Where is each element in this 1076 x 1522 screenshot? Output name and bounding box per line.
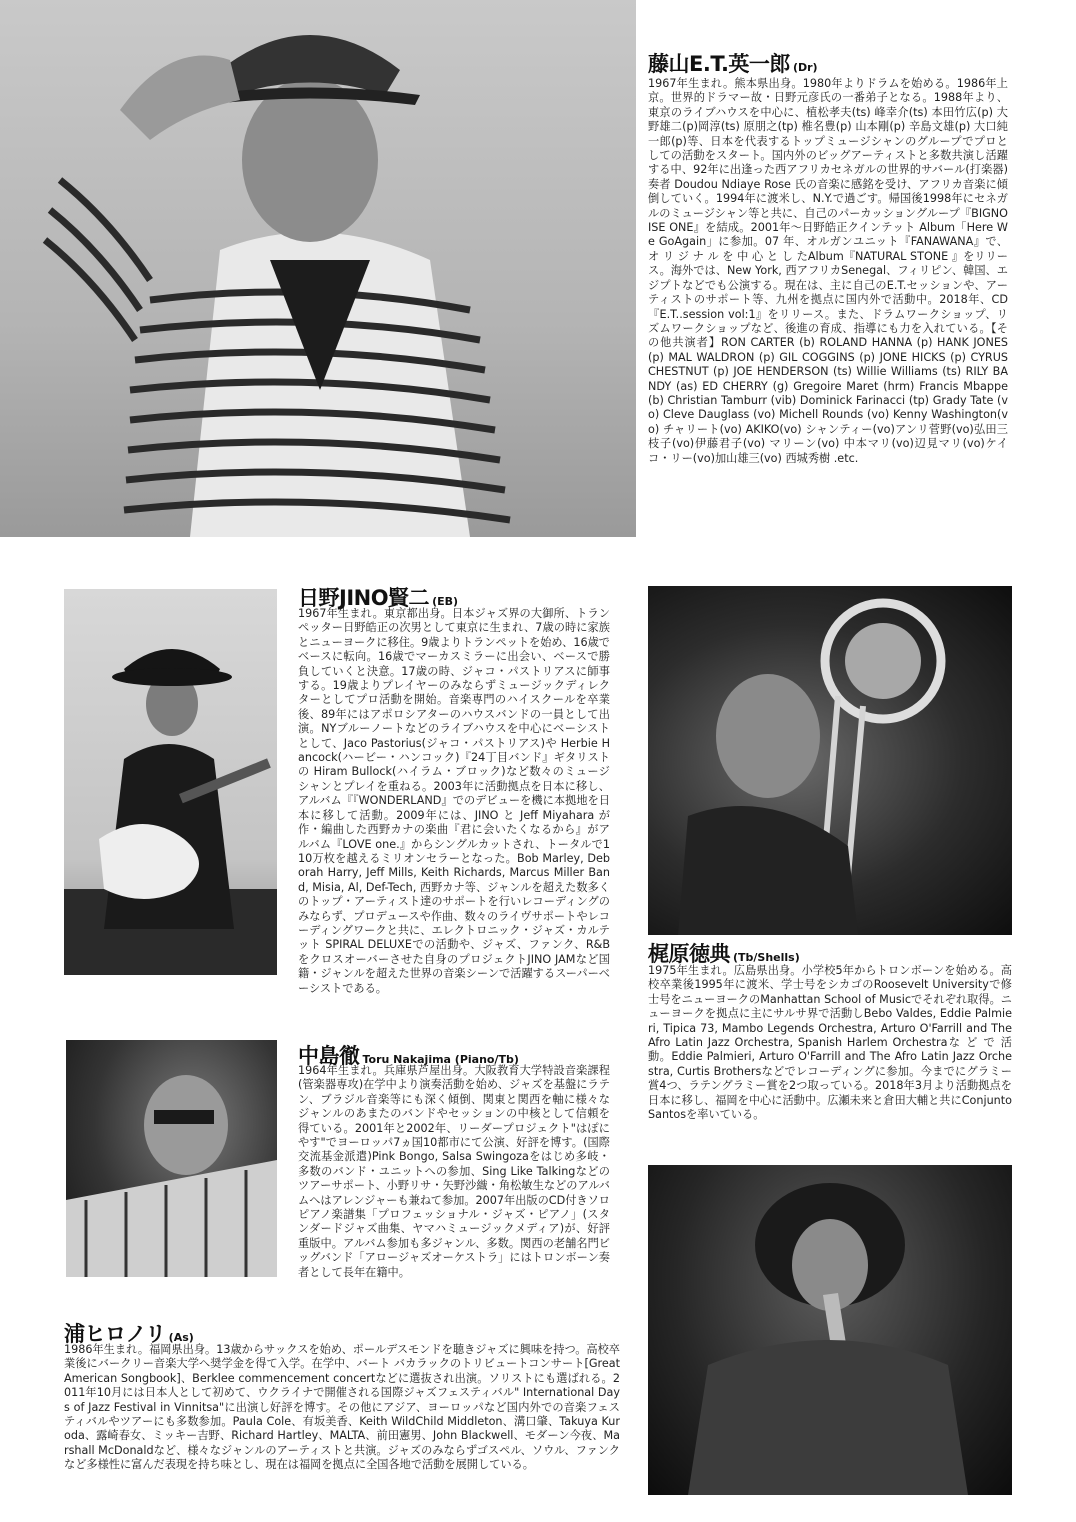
musician-name: 中島徹 <box>298 1044 360 1068</box>
pianist-photo <box>66 1040 277 1277</box>
fujiyama-name-row <box>648 48 818 78</box>
musician-bio: 1967年生まれ。熊本県出身。1980年よりドラムを始める。1986年上京。世界的ドラマー故・日野元彦氏の一番弟子となる。1988年より、東京のライブハウスを中心に、植松孝夫(ts) 峰幸介(ts) 本田竹広(p) 大野雄二(p)岡淳(ts) 原朋之(tp) 椎名豊(p) 山本剛(p) 辛島文雄(p) 大口純一郎(p)等、日本を代表するトップミュージシャンのグループでプロとしての活動をスタート。国内外のビッグアーティストと多数共演し活躍する中、92年に出逢った西アフリカセネガルの世界的サバール(打楽器)奏者 Doudou Ndiaye Rose 氏の音楽に感銘を受け、アフリカ音楽に傾倒していく。1994年に渡米し、N.Y.で過ごす。帰国後1998年にセネガルのミュージシャン等と共に、自己のパーカッショングループ『BIGNOISE ONE』を結成。2001年〜日野皓正クインテット Album「Here We GoAgain」に参加。07 年、オルガンユニット『FANAWANA』で、オ リ ジ ナ ル を 中 心 と し たAlbum『NATURAL STONE 』をリリース。海外では、New York, 西アフリカSenegal、フィリピン、韓国、エジプトなどでも公演する。現在は、主に自己のE.T.セッションや、アーティストのサポート等、九州を拠点に国内外で活動中。2018年、CD『E.T..session vol:1』をリリース。また、ドラムワークショップ、リズムワークショップなど、後進の育成、指導にも力を入れている。【その他共演者】RON CARTER (b) ROLAND HANNA (p) HANK JONES (p) MAL WALDRON (p) GIL COGGINS (p) JONE HICKS (p) CYRUS CHESTNUT (p) JOE HENDERSON (ts) Willie Williams (ts) RILY BANDY (as) ED CHERRY (g) Gregoire Maret (hrm) Francis Mbappe (b) Christian Tamburr (vib) Dominick Farinacci (tp) Grady Tate (vo) Cleve Dauglass (vo) Michell Rounds (vo) Kenny Washington(vo) チャリート(vo) AKIKO(vo) シャンティー(vo)アンリ菅野(vo)弘田三枝子(vo)伊藤君子(vo) マリーン(vo) 中本マリ(vo)辺見マリ(vo)ケイコ・リー(vo)加山雄三(vo) 西城秀樹 .etc. <box>648 77 1008 465</box>
musician-bio: 1967年生まれ。東京都出身。日本ジャズ界の大御所、トランペッター日野皓正の次男として東京に生まれ、7歳の時に家族とニューヨークに移住。9歳よりトランペットを始め、16歳でベースに転向。16歳でマーカスミラーに出会い、ベースで勝負していくと決意。17歳の時、ジャコ・パストリアスに師事する。19歳よりプレイヤーのみならずミュージックディレクターとしてプロ活動を開始。音楽専門のハイスクールを卒業後、89年にはアポロシアターのハウスバンドの一員として出演。NYブルーノートなどのライブハウスを中心にベーシストとして、Jaco Pastorius(ジャコ・パストリアス)や Herbie Hancock(ハービー・ハンコック)『24丁目バンド』ギタリストの Hiram Bullock(ハイラム・ブロック)など数々のミュージシャンとプレイを重ねる。2003年に活動拠点を日本に移し、アルバム『『WONDERLAND』でのデビューを機に本拠地を日本に移して活動。2009年には、JINO と Jeff Miyahara が作・編曲した西野カナの楽曲『君に会いたくなるから』がアルバム『LOVE one.』からシングルカットされ、トータルで110万枚を越えるミリオンセラーとなった。Bob Marley, Deborah Harry, Jeff Mills, Keith Richards, Marcus Miller Band, Misia, Al, Def-Tech, 西野カナ等、ジャンルを超えた数多くのトップ・アーティスト達のサポートを行いレコーディングのみならず、プロデュースや作曲、数々のライヴサポートやレコーディングワークと共に、エレクトロニック・ジャズ・カルテット SPIRAL DELUXEでの活動や、ジャズ、ファンク、R&Bをクロスオーバーさせた自身のプロジェクトJINO JAMなど国籍・ジャンルを超えた世界の音楽シーンで活躍するスーパーベーシストである。 <box>298 607 611 995</box>
saxophonist-photo <box>648 1165 1012 1495</box>
musician-name: 日野JINO賢二 <box>298 586 430 610</box>
musician-role: (As) <box>168 1331 194 1344</box>
bassist-portrait-photo <box>64 589 277 975</box>
musician-name: 藤山E.T.英一郎 <box>648 52 790 76</box>
musician-bio: 1986年生まれ。福岡県出身。13歳からサックスを始め、ポールデスモンドを聴きジャズに興味を持つ。高校卒業後にバークリー音楽大学へ奨学金を得て入学。在学中、バート バカラックのトリビュートコンサート[Great American Songbook]、Berklee commencement concertなどに選抜され出演。ソリストにも選ばれる。2011年10月には日本人として初めて、ウクライナで開催される国際ジャズフェスティバル" International Days of Jazz Festival in Vinnitsa"に出演し好評を博す。その他にアジア、ヨーロッパなど国内外での音楽フェスティバルやツアーにも多数参加。Paula Cole、有坂美香、Keith WildChild Middleton、溝口肇、Takuya Kuroda、露崎春女、ミッキー吉野、Richard Hartley、MALTA、前田憲男、John Blackwell、モダーン今夜、Marshall McDonaldなど、様々なジャンルのアーティストと共演。ジャズのみならずゴスペル、ソウル、ファンクなど多様性に富んだ表現を持ち味とし、現在は福岡を拠点に全国各地で活動を展開している。 <box>64 1343 620 1472</box>
drummer-portrait-photo <box>0 0 636 537</box>
musician-role: (Dr) <box>792 61 818 74</box>
musician-name: 梶原徳典 <box>648 942 730 966</box>
musician-role: Toru Nakajima (Piano/Tb) <box>362 1053 519 1066</box>
musician-role: (EB) <box>432 595 459 608</box>
musician-role: (Tb/Shells) <box>733 951 800 964</box>
musician-bio: 1964年生まれ。兵庫県芦屋出身。大阪教育大学特設音楽課程(管楽器専攻)在学中より演奏活動を始め、ジャズを基盤にラテン、ブラジル音楽等にも深く傾倒、関東と関西を軸に様々なジャンルのあまたのバンドやセッションの中核として信頼を得ている。2001年と2002年、リーダープロジェクト"はぽにやす"でヨーロッパ7ヵ国10都市にて公演、好評を博す。(国際交流基金派遣)Pink Bongo, Salsa Swingozaをはじめ多岐・多数のバンド・ユニットへの参加、Sing Like Talkingなどのツアーサポート、小野リサ・矢野沙織・角松敏生などのアルバムへはアレンジャーも兼ねて参加。2007年出版のCD付きソロピアノ楽譜集「プロフェッショナル・ジャズ・ピアノ」(スタンダードジャズ曲集、ヤマハミュージックメディア)が、好評重版中。アルバム参加も多ジャンル、多数。関西の老舗名門ビッグバンド「アロージャズオーケストラ」にはトロンボーン奏者として長年在籍中。 <box>298 1064 610 1279</box>
musician-bio: 1975年生まれ。広島県出身。小学校5年からトロンボーンを始める。高校卒業後1995年に渡米、学士号をシカゴのRoosevelt Universityで修士号をニューヨークのManhattan School of Musicでそれぞれ取得。ニューヨークを拠点に主にサルサ界で活動しBebo Valdes, Eddie Palmieri, Tipica 73, Mambo Legends Orchestra, Arturo O'Farrill and The Afro Latin Jazz Orchestra, Spanish Harlem Orchestraな ど で 活 動。Eddie Palmieri, Arturo O'Farrill and The Afro Latin Jazz Orchestra, Curtis Brothersなどでレコーディングに参加。今までにグラミー賞4つ、ラテングラミー賞を2つ取っている。2018年3月より活動拠点を日本に移し、福岡を中心に活動中。広瀬未来と倉田大輔と共にConjunto Santosを率いている。 <box>648 964 1012 1122</box>
trombonist-photo <box>648 586 1012 935</box>
musician-name: 浦ヒロノリ <box>64 1322 166 1346</box>
